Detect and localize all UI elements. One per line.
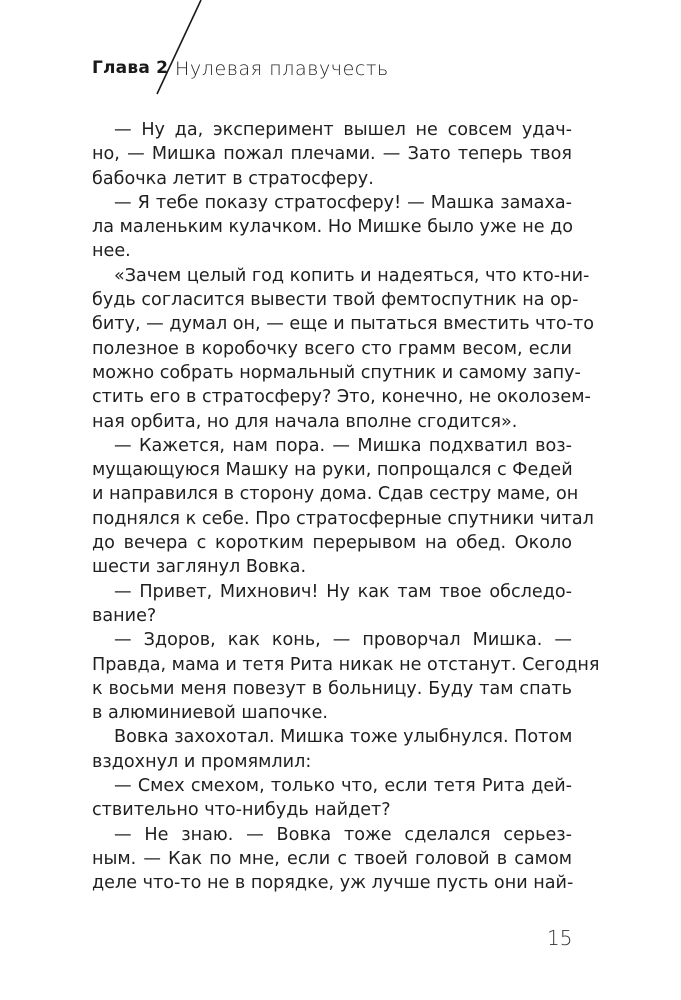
text-line: полезное в коробочку всего сто грамм весом, если	[92, 338, 572, 359]
text-line: будь согласится вывести твой фемтоспутник на ор-	[92, 290, 579, 311]
text-line: — Не знаю. — Вовка тоже сделался серьез-	[114, 824, 572, 845]
text-line: к восьми меня повезут в больницу. Буду там спать	[92, 678, 572, 699]
text-line: — Ну да, эксперимент вышел не совсем удач-	[114, 120, 572, 140]
text-line: деле что-то не в порядке, уж лучше пусть они най-	[92, 873, 574, 894]
text-line: ствительно что-нибудь найдет?	[92, 800, 391, 821]
text-line: — Кажется, нам пора. — Мишка подхватил воз-	[114, 435, 572, 456]
page-number: 15	[547, 926, 573, 950]
running-header	[92, 56, 592, 86]
text-line: мущающуюся Машку на руки, попрощался с Федей	[92, 460, 573, 481]
text-line: но, — Мишка пожал плечами. — Зато теперь твоя	[92, 144, 572, 165]
text-line: стить его в стратосферу? Это, конечно, не околозем-	[92, 387, 591, 408]
text-line: — Я тебе показу стратосферу! — Машка замаха-	[114, 192, 572, 213]
text-line: шести заглянул Вовка.	[92, 557, 307, 578]
text-line: бабочка летит в стратосферу.	[92, 168, 374, 189]
text-line: можно собрать нормальный спутник и самому запу-	[92, 362, 581, 383]
text-line: — Здоров, как конь, — проворчал Мишка. —	[114, 630, 572, 651]
text-line: — Смех смехом, только что, если тетя Рита дей-	[114, 776, 572, 797]
text-line: Вовка захохотал. Мишка тоже улыбнулся. Потом	[114, 727, 573, 748]
body-text	[92, 118, 600, 896]
text-line: ная орбита, но для начала вполне сгодится».	[92, 411, 518, 432]
text-line: Правда, мама и тетя Рита никак не отстанут. Сегодня	[92, 654, 600, 675]
text-line: вание?	[92, 605, 157, 626]
text-line: ным. — Как по мне, если с твоей головой в самом	[92, 848, 572, 869]
chapter-label: Глава 2	[92, 58, 169, 78]
text-line: поднялся к себе. Про стратосферные спутники читал	[92, 508, 594, 529]
text-line: «Зачем целый год копить и надеяться, что кто-ни-	[114, 265, 590, 286]
text-line: и направился в сторону дома. Сдав сестру маме, он	[92, 484, 579, 505]
text-line: нее.	[92, 241, 131, 262]
text-line: в алюминиевой шапочке.	[92, 703, 329, 724]
text-line: — Привет, Михнович! Ну как там твое обследо-	[114, 581, 572, 602]
chapter-title: Нулевая плавучесть	[175, 58, 389, 80]
text-line: вздохнул и промямлил:	[92, 751, 312, 772]
text-line: биту, — думал он, — еще и пытаться вместить что-то	[92, 314, 594, 335]
text-line: ла маленьким кулачком. Но Мишке было уже не до	[92, 217, 574, 238]
text-line: до вечера с коротким перерывом на обед. Около	[92, 533, 572, 554]
